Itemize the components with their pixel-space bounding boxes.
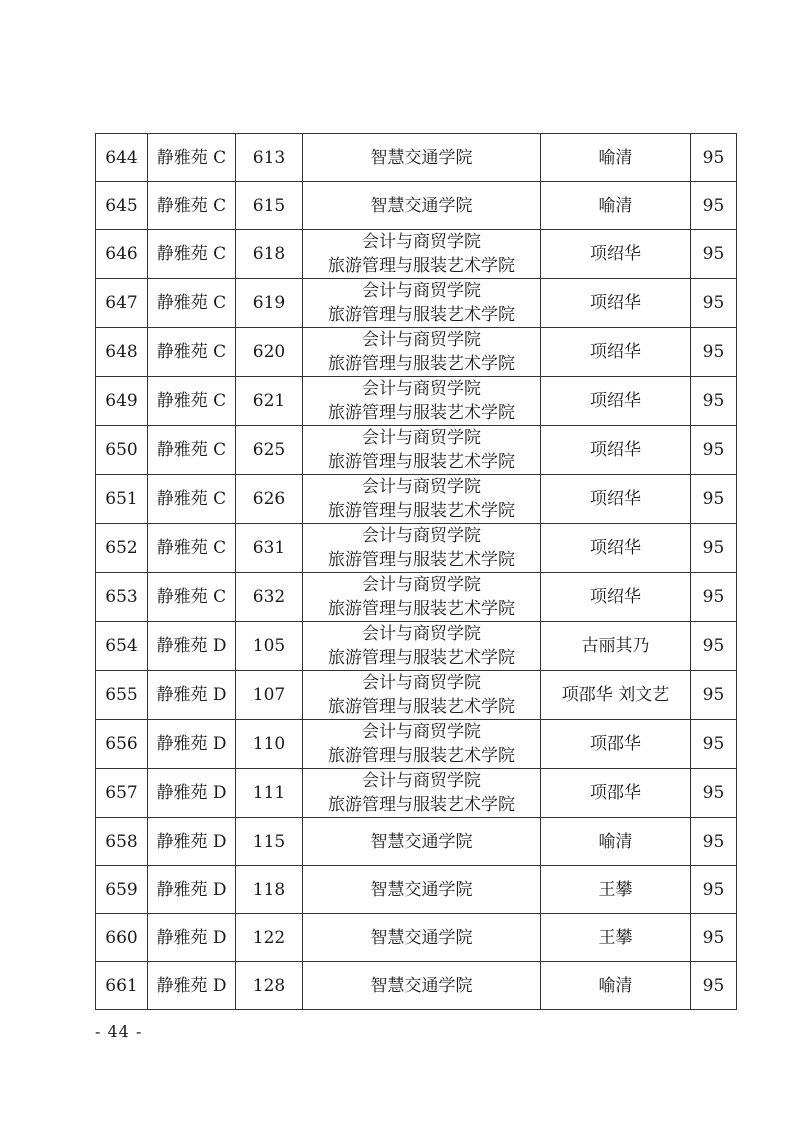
college-name: 旅游管理与服装艺术学院 xyxy=(328,501,515,521)
table-row xyxy=(96,475,737,524)
table-row xyxy=(96,426,737,475)
staff-cell: 王攀 xyxy=(541,914,691,962)
building-cell: 静雅苑 D xyxy=(148,622,236,671)
table-row xyxy=(96,279,737,328)
college-name: 智慧交通学院 xyxy=(370,879,473,900)
college-cell xyxy=(303,182,541,230)
college-name: 旅游管理与服装艺术学院 xyxy=(328,599,515,619)
table-row xyxy=(96,962,737,1010)
score-cell: 95 xyxy=(691,328,737,377)
table-row xyxy=(96,134,737,182)
score-cell: 95 xyxy=(691,962,737,1010)
room-cell: 621 xyxy=(236,377,303,426)
college-name: 会计与商贸学院 xyxy=(362,673,481,693)
college-cell xyxy=(303,962,541,1010)
staff-cell: 项邵华 xyxy=(541,769,691,818)
table-row xyxy=(96,377,737,426)
row-number-cell: 652 xyxy=(96,524,148,573)
table-row xyxy=(96,622,737,671)
staff-cell: 喻清 xyxy=(541,962,691,1010)
college-name: 旅游管理与服装艺术学院 xyxy=(328,256,515,276)
college-name: 会计与商贸学院 xyxy=(362,281,481,301)
row-number-cell: 658 xyxy=(96,818,148,866)
college-cell xyxy=(303,328,541,377)
college-name: 会计与商贸学院 xyxy=(362,722,481,742)
room-cell: 128 xyxy=(236,962,303,1010)
college-name: 旅游管理与服装艺术学院 xyxy=(328,795,515,815)
building-cell: 静雅苑 C xyxy=(148,279,236,328)
college-cell xyxy=(303,230,541,279)
college-cell xyxy=(303,524,541,573)
row-number-cell: 660 xyxy=(96,914,148,962)
building-cell: 静雅苑 C xyxy=(148,524,236,573)
college-name: 旅游管理与服装艺术学院 xyxy=(328,305,515,325)
score-cell: 95 xyxy=(691,134,737,182)
building-cell: 静雅苑 D xyxy=(148,866,236,914)
table-row xyxy=(96,573,737,622)
room-cell: 619 xyxy=(236,279,303,328)
room-cell: 107 xyxy=(236,671,303,720)
building-cell: 静雅苑 D xyxy=(148,671,236,720)
building-cell: 静雅苑 C xyxy=(148,230,236,279)
row-number-cell: 661 xyxy=(96,962,148,1010)
staff-cell: 项绍华 xyxy=(541,475,691,524)
college-cell xyxy=(303,134,541,182)
row-number-cell: 651 xyxy=(96,475,148,524)
building-cell: 静雅苑 C xyxy=(148,573,236,622)
room-cell: 631 xyxy=(236,524,303,573)
table-row xyxy=(96,866,737,914)
staff-cell: 王攀 xyxy=(541,866,691,914)
room-cell: 122 xyxy=(236,914,303,962)
college-name: 旅游管理与服装艺术学院 xyxy=(328,648,515,668)
score-cell: 95 xyxy=(691,182,737,230)
staff-cell: 项绍华 xyxy=(541,524,691,573)
row-number-cell: 650 xyxy=(96,426,148,475)
room-cell: 620 xyxy=(236,328,303,377)
college-cell xyxy=(303,475,541,524)
room-cell: 118 xyxy=(236,866,303,914)
score-cell: 95 xyxy=(691,622,737,671)
score-cell: 95 xyxy=(691,818,737,866)
college-name: 会计与商贸学院 xyxy=(362,330,481,350)
row-number-cell: 648 xyxy=(96,328,148,377)
row-number-cell: 646 xyxy=(96,230,148,279)
staff-cell: 项绍华 xyxy=(541,426,691,475)
college-cell xyxy=(303,866,541,914)
room-cell: 632 xyxy=(236,573,303,622)
row-number-cell: 644 xyxy=(96,134,148,182)
room-cell: 115 xyxy=(236,818,303,866)
staff-cell: 项绍华 xyxy=(541,328,691,377)
staff-cell: 喻清 xyxy=(541,182,691,230)
score-cell: 95 xyxy=(691,769,737,818)
row-number-cell: 645 xyxy=(96,182,148,230)
building-cell: 静雅苑 C xyxy=(148,426,236,475)
college-cell xyxy=(303,818,541,866)
college-name: 会计与商贸学院 xyxy=(362,379,481,399)
building-cell: 静雅苑 D xyxy=(148,769,236,818)
table-row xyxy=(96,671,737,720)
room-cell: 105 xyxy=(236,622,303,671)
staff-cell: 项绍华 xyxy=(541,573,691,622)
staff-cell: 项邵华 xyxy=(541,720,691,769)
row-number-cell: 654 xyxy=(96,622,148,671)
building-cell: 静雅苑 D xyxy=(148,914,236,962)
building-cell: 静雅苑 C xyxy=(148,377,236,426)
college-name: 智慧交通学院 xyxy=(370,831,473,852)
college-cell xyxy=(303,720,541,769)
room-cell: 613 xyxy=(236,134,303,182)
building-cell: 静雅苑 C xyxy=(148,182,236,230)
college-name: 会计与商贸学院 xyxy=(362,624,481,644)
table-row xyxy=(96,524,737,573)
row-number-cell: 647 xyxy=(96,279,148,328)
table-row xyxy=(96,769,737,818)
row-number-cell: 655 xyxy=(96,671,148,720)
building-cell: 静雅苑 C xyxy=(148,328,236,377)
college-cell xyxy=(303,914,541,962)
staff-cell: 喻清 xyxy=(541,134,691,182)
dormitory-score-table xyxy=(95,133,737,1010)
room-cell: 615 xyxy=(236,182,303,230)
row-number-cell: 653 xyxy=(96,573,148,622)
table-row xyxy=(96,818,737,866)
page-number: - 44 - xyxy=(95,1022,143,1041)
score-cell: 95 xyxy=(691,720,737,769)
college-name: 旅游管理与服装艺术学院 xyxy=(328,403,515,423)
college-cell xyxy=(303,279,541,328)
college-name: 会计与商贸学院 xyxy=(362,428,481,448)
table-row xyxy=(96,328,737,377)
score-cell: 95 xyxy=(691,377,737,426)
table-row xyxy=(96,720,737,769)
college-cell xyxy=(303,426,541,475)
building-cell: 静雅苑 D xyxy=(148,962,236,1010)
room-cell: 626 xyxy=(236,475,303,524)
college-cell xyxy=(303,622,541,671)
building-cell: 静雅苑 D xyxy=(148,818,236,866)
college-name: 会计与商贸学院 xyxy=(362,477,481,497)
score-cell: 95 xyxy=(691,426,737,475)
staff-cell: 项绍华 xyxy=(541,230,691,279)
college-name: 旅游管理与服装艺术学院 xyxy=(328,354,515,374)
college-name: 智慧交通学院 xyxy=(370,927,473,948)
college-cell xyxy=(303,573,541,622)
building-cell: 静雅苑 C xyxy=(148,475,236,524)
college-name: 旅游管理与服装艺术学院 xyxy=(328,697,515,717)
table-row xyxy=(96,914,737,962)
college-cell xyxy=(303,671,541,720)
score-cell: 95 xyxy=(691,524,737,573)
room-cell: 110 xyxy=(236,720,303,769)
room-cell: 625 xyxy=(236,426,303,475)
row-number-cell: 659 xyxy=(96,866,148,914)
college-name: 旅游管理与服装艺术学院 xyxy=(328,550,515,570)
college-name: 会计与商贸学院 xyxy=(362,575,481,595)
building-cell: 静雅苑 C xyxy=(148,134,236,182)
score-cell: 95 xyxy=(691,866,737,914)
building-cell: 静雅苑 D xyxy=(148,720,236,769)
college-name: 会计与商贸学院 xyxy=(362,771,481,791)
college-name: 旅游管理与服装艺术学院 xyxy=(328,746,515,766)
score-cell: 95 xyxy=(691,573,737,622)
row-number-cell: 656 xyxy=(96,720,148,769)
college-name: 会计与商贸学院 xyxy=(362,232,481,252)
staff-cell: 项绍华 xyxy=(541,279,691,328)
room-cell: 618 xyxy=(236,230,303,279)
table-row xyxy=(96,230,737,279)
college-name: 旅游管理与服装艺术学院 xyxy=(328,452,515,472)
table-row xyxy=(96,182,737,230)
score-cell: 95 xyxy=(691,671,737,720)
table-body xyxy=(96,134,737,1010)
score-cell: 95 xyxy=(691,914,737,962)
staff-cell: 喻清 xyxy=(541,818,691,866)
score-cell: 95 xyxy=(691,475,737,524)
row-number-cell: 657 xyxy=(96,769,148,818)
staff-cell: 项绍华 xyxy=(541,377,691,426)
staff-cell: 项邵华 刘文艺 xyxy=(541,671,691,720)
college-name: 会计与商贸学院 xyxy=(362,526,481,546)
staff-cell: 古丽其乃 xyxy=(541,622,691,671)
row-number-cell: 649 xyxy=(96,377,148,426)
college-name: 智慧交通学院 xyxy=(370,195,473,216)
room-cell: 111 xyxy=(236,769,303,818)
college-name: 智慧交通学院 xyxy=(370,147,473,168)
college-cell xyxy=(303,769,541,818)
score-cell: 95 xyxy=(691,279,737,328)
college-cell xyxy=(303,377,541,426)
score-cell: 95 xyxy=(691,230,737,279)
college-name: 智慧交通学院 xyxy=(370,975,473,996)
